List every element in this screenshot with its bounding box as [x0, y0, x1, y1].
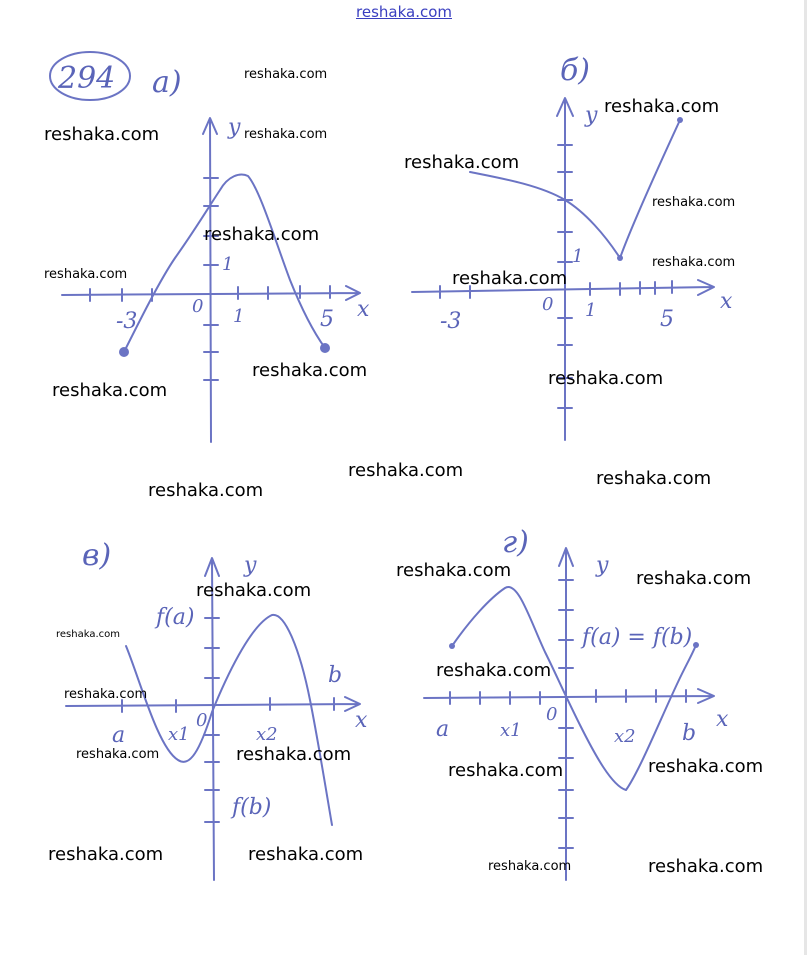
graph-a-x-label: x — [357, 297, 370, 322]
graph-b-right-endpoint — [677, 117, 683, 123]
graph-a-y-label: y — [228, 115, 241, 140]
graph-d-x-label: x — [716, 707, 729, 732]
graph-d-y-label: y — [596, 553, 609, 578]
graph-b-x-unit-label: 1 — [585, 300, 597, 321]
graph-d-a-label: a — [436, 717, 450, 742]
graph-d-ticks — [450, 580, 686, 848]
graph-a-y-unit-label: 1 — [222, 254, 234, 275]
graph-d-origin-label: 0 — [546, 704, 558, 725]
graph-a-left-endpoint — [119, 347, 129, 357]
watermark: reshaka.com — [148, 480, 264, 501]
watermark: reshaka.com — [652, 195, 736, 210]
graph-c-fb-note: f(b) — [232, 795, 272, 820]
graph-b-x-right-label: 5 — [660, 307, 674, 332]
graph-d-right-endpoint — [693, 642, 699, 648]
watermark: reshaka.com — [652, 255, 736, 270]
graph-c-x1-label: x1 — [168, 724, 190, 745]
graph-c-y-label: y — [244, 553, 257, 578]
graph-c-fa-note: f(a) — [156, 605, 195, 630]
graph-a-part-label: а) — [152, 65, 182, 100]
graph-b-curve — [470, 120, 680, 258]
graph-b-x-label: x — [720, 289, 733, 314]
graph-b-part-label: б) — [560, 53, 591, 88]
watermark: reshaka.com — [548, 368, 664, 389]
graph-a-y-axis — [203, 118, 217, 442]
graph-b-origin-label: 0 — [542, 294, 554, 315]
watermark: reshaka.com — [404, 152, 520, 173]
site-link[interactable]: reshaka.com — [356, 3, 452, 21]
graph-c-origin-label: 0 — [196, 710, 208, 731]
graph-c-a-label: a — [112, 723, 126, 748]
graph-d-left-endpoint — [449, 643, 455, 649]
graph-b-y-label: y — [585, 103, 598, 128]
watermark: reshaka.com — [488, 859, 572, 874]
watermark: reshaka.com — [252, 360, 368, 381]
watermark: reshaka.com — [204, 224, 320, 245]
graph-d-b-label: b — [682, 721, 697, 746]
watermark: reshaka.com — [44, 267, 128, 282]
watermark: reshaka.com — [396, 560, 512, 581]
watermark: reshaka.com — [52, 380, 168, 401]
watermark: reshaka.com — [596, 468, 712, 489]
graph-c-curve — [126, 615, 332, 825]
watermark: reshaka.com — [48, 844, 164, 865]
graph-a-right-endpoint — [320, 343, 330, 353]
watermark: reshaka.com — [604, 96, 720, 117]
watermark: reshaka.com — [248, 844, 364, 865]
graph-a-origin-label: 0 — [192, 296, 204, 317]
problem-number: 294 — [58, 61, 116, 96]
watermark: reshaka.com — [648, 756, 764, 777]
watermark: reshaka.com — [448, 760, 564, 781]
graph-a-x-right-label: 5 — [320, 307, 334, 332]
graph-a-x-left-label: -3 — [116, 309, 138, 334]
watermark: reshaka.com — [244, 127, 328, 142]
graph-c-part-label: в) — [82, 538, 112, 573]
watermark: reshaka.com — [76, 747, 160, 762]
watermark: reshaka.com — [648, 856, 764, 877]
watermark: reshaka.com — [636, 568, 752, 589]
graph-c-x-label: x — [355, 708, 368, 733]
watermark: reshaka.com — [56, 629, 120, 640]
graph-b-vertex — [617, 255, 623, 261]
graph-b-x-left-label: -3 — [440, 309, 462, 334]
watermark: reshaka.com — [452, 268, 568, 289]
graph-d-x1-label: x1 — [500, 720, 522, 741]
graph-d-x2-label: x2 — [614, 726, 636, 747]
graph-b-y-unit-label: 1 — [572, 246, 584, 267]
graph-d-y-axis — [559, 548, 573, 880]
graph-c-b-label: b — [328, 663, 343, 688]
watermark: reshaka.com — [436, 660, 552, 681]
watermark: reshaka.com — [236, 744, 352, 765]
graph-d-part-label: г) — [502, 525, 529, 560]
watermark: reshaka.com — [44, 124, 160, 145]
graph-a-x-unit-label: 1 — [233, 306, 245, 327]
watermark: reshaka.com — [348, 460, 464, 481]
watermark: reshaka.com — [64, 687, 148, 702]
watermark: reshaka.com — [196, 580, 312, 601]
graph-c-x2-label: x2 — [256, 724, 278, 745]
graph-d-equality-note: f(a) = f(b) — [582, 625, 693, 650]
watermark: reshaka.com — [244, 67, 328, 82]
